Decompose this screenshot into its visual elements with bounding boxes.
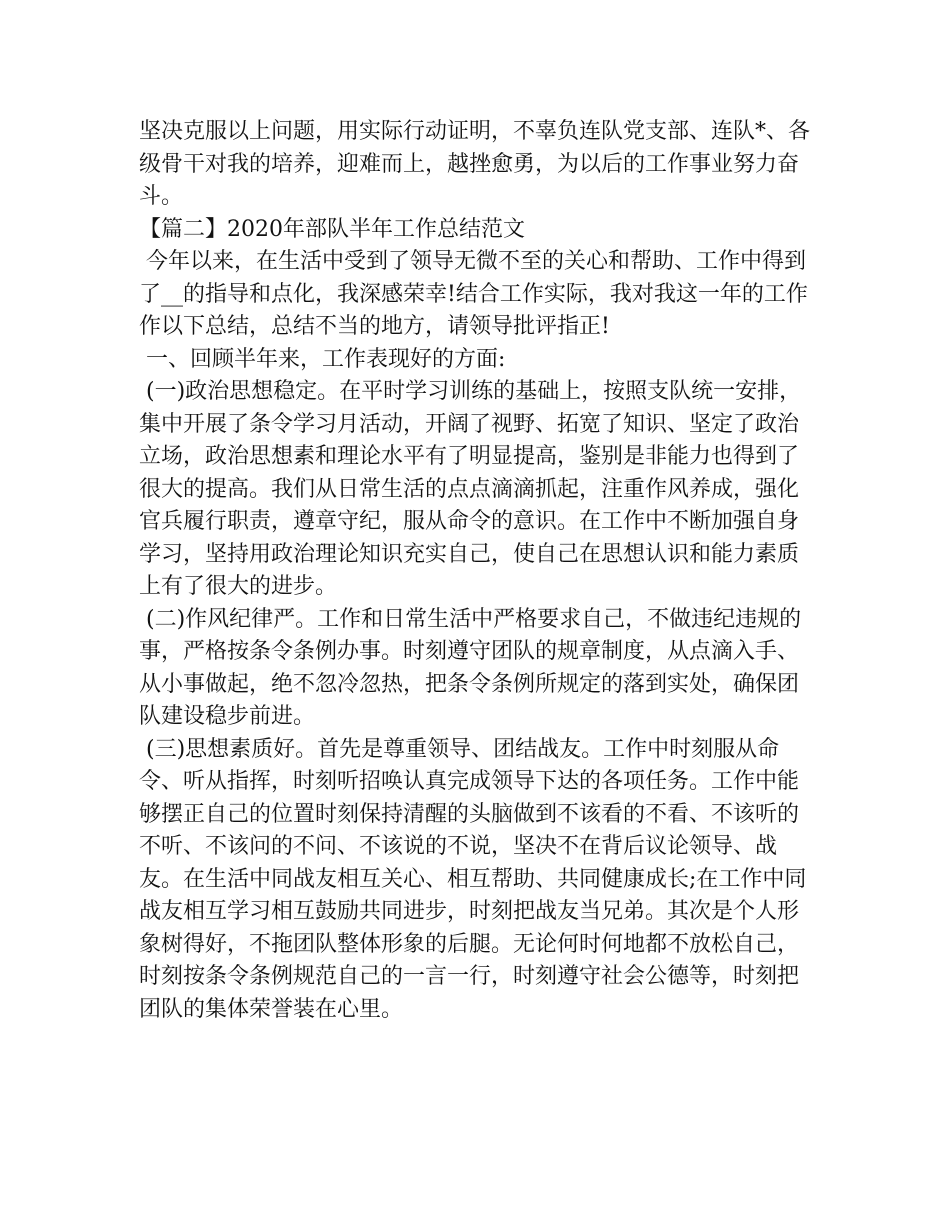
paragraph-continuation: 坚决克服以上问题，用实际行动证明，不辜负连队党支部、连队*、各级骨干对我的培养，迎难而上，越挫愈勇，为以后的工作事业努力奋斗。: [139, 119, 811, 209]
paragraph-quality: (三)思想素质好。首先是尊重领导、团结战友。工作中时刻服从命令、听从指挥，时刻听招唤认真完成领导下达的各项任务。工作中能够摆正自己的位置时刻保持清醒的头脑做到不该看的不看、不该听的不听、不该问的不问、不该说的不说，坚决不在背后议论领导、战友。在生活中同战友相互关心、相互帮助、共同健康成长;在工作中同战友相互学习相互鼓励共同进步，时刻把战友当兄弟。其次是个人形象树得好，不拖团队整体形象的后腿。无论何时何地都不放松自己，时刻按条令条例规范自己的一言一行，时刻遵守社会公德等，时刻把团队的集体荣誉装在心里。: [139, 736, 807, 1022]
paragraph-discipline: (二)作风纪律严。工作和日常生活中严格要求自己，不做违纪违规的事，严格按条令条例办事。时刻遵守团队的规章制度，从点滴入手、从小事做起，绝不忽冷忽热，把条令条例所规定的落到实处，确保团队建设稳步前进。: [139, 606, 802, 729]
document-body: [139, 116, 814, 1026]
paragraph-section-one: 一、回顾半年来，工作表现好的方面:: [139, 346, 506, 372]
paragraph-intro: 今年以来，在生活中受到了领导无微不至的关心和帮助、工作中得到了__的指导和点化，我深感荣幸!结合工作实际，我对我这一年的工作作以下总结，总结不当的地方，请领导批评指正!: [139, 249, 808, 339]
paragraph-political: (一)政治思想稳定。在平时学习训练的基础上，按照支队统一安排，集中开展了条令学习月活动，开阔了视野、拓宽了知识、坚定了政治立场，政治思想素和理论水平有了明显提高，鉴别是非能力也得到了很大的提高。我们从日常生活的点点滴滴抓起，注重作风养成，强化官兵履行职责，遵章守纪，服从命令的意识。在工作中不断加强自身学习，坚持用政治理论知识充实自己，使自己在思想认识和能力素质上有了很大的进步。: [139, 379, 802, 599]
section-heading: 【篇二】2020年部队半年工作总结范文: [139, 216, 525, 242]
